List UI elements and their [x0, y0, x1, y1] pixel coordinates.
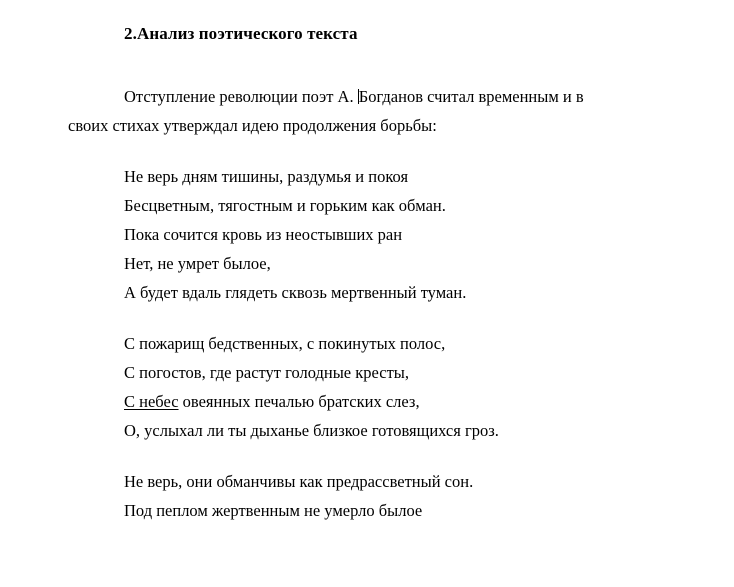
stanza-1 — [124, 162, 690, 307]
verse-line-underlined — [124, 387, 690, 416]
verse-line: Пока сочится кровь из неостывших ран — [124, 225, 403, 245]
spacer — [68, 445, 690, 467]
verse-line-remainder: овеянных печалью братских слез, — [178, 392, 420, 412]
intro-text-before-caret: Отступление революции поэт А. — [124, 87, 358, 107]
intro-paragraph — [68, 82, 690, 140]
spacer — [68, 307, 690, 329]
verse-line: Нет, не умрет былое, — [124, 254, 271, 274]
intro-text-after-caret: Богданов считал временным и в — [358, 87, 584, 107]
intro-paragraph-line2: своих стихах утверждал идею продолжения борьбы: — [68, 116, 437, 136]
verse-line: Не верь, они обманчивы как предрассветный сон. — [124, 472, 474, 492]
verse-line: Не верь дням тишины, раздумья и покоя — [124, 167, 409, 187]
verse-line: С погостов, где растут голодные кресты, — [124, 363, 410, 383]
verse-line: С пожарищ бедственных, с покинутых полос, — [124, 334, 446, 354]
verse-line: О, услыхал ли ты дыханье близкое готовящихся гроз. — [124, 421, 499, 441]
verse-line: Под пеплом жертвенным не умерло былое — [124, 501, 423, 521]
spacer — [68, 44, 690, 82]
page-title: 2.Анализ поэтического текста — [124, 24, 358, 43]
stanza-3 — [124, 467, 690, 525]
underlined-phrase: С небес — [124, 392, 179, 412]
spacer — [68, 140, 690, 162]
stanza-2 — [124, 329, 690, 445]
verse-line: Бесцветным, тягостным и горьким как обман. — [124, 196, 446, 216]
verse-line: А будет вдаль глядеть сквозь мертвенный туман. — [124, 283, 467, 303]
